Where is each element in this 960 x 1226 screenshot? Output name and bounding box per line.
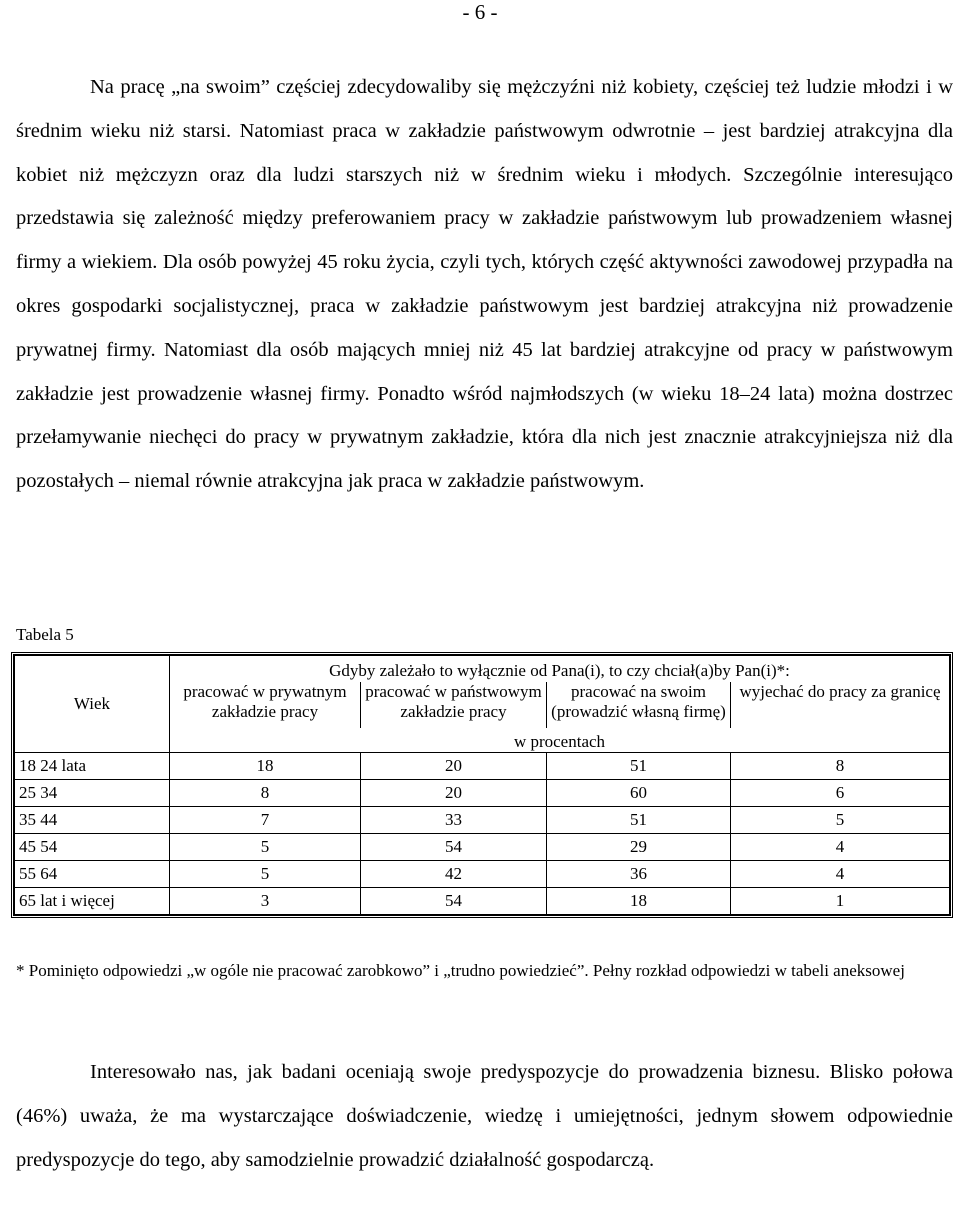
value-cell: 5 bbox=[170, 861, 361, 888]
value-cell: 7 bbox=[170, 807, 361, 834]
value-cell: 6 bbox=[731, 780, 950, 807]
table-caption: Tabela 5 bbox=[16, 625, 74, 644]
value-cell: 18 bbox=[170, 753, 361, 780]
table-row bbox=[15, 834, 950, 861]
value-cell: 51 bbox=[547, 753, 731, 780]
table-row bbox=[15, 888, 950, 915]
age-cell: 55 64 bbox=[15, 861, 170, 888]
value-cell: 18 bbox=[547, 888, 731, 915]
value-cell: 5 bbox=[170, 834, 361, 861]
table-unit: w procentach bbox=[170, 728, 950, 753]
table-question: Gdyby zależało to wyłącznie od Pana(i), to czy chciał(a)by Pan(i)*: bbox=[170, 656, 950, 683]
row-header-age: Wiek bbox=[15, 656, 170, 753]
value-cell: 8 bbox=[731, 753, 950, 780]
table-row bbox=[15, 753, 950, 780]
value-cell: 36 bbox=[547, 861, 731, 888]
body-paragraph-1: Na pracę „na swoim” częściej zdecydowaliby się mężczyźni niż kobiety, częściej też ludzie młodzi i w średnim wieku niż starsi. Natomiast praca w zakładzie państwowym odwrotnie – jest bardziej atrakcyjna dla kobiet niż mężczyzn oraz dla ludzi starszych niż w średnim wieku i młodych. Szczególnie interesująco przedstawia się zależność między preferowaniem pracy w zakładzie państwowym lub prowadzeniem własnej firmy a wiekiem. Dla osób powyżej 45 roku życia, czyli tych, których część aktywności zawodowej przypadła na okres gospodarki socjalistycznej, praca w zakładzie państwowym jest bardziej atrakcyjna niż prowadzenie prywatnej firmy. Natomiast dla osób mających mniej niż 45 lat bardziej atrakcyjne od pracy w państwowym zakładzie jest prowadzenie własnej firmy. Ponadto wśród najmłodszych (w wieku 18–24 lata) można dostrzec przełamywanie niechęci do pracy w prywatnym zakładzie, która dla nich jest znacznie atrakcyjniejsza niż dla pozostałych – niemal równie atrakcyjna jak praca w zakładzie państwowym. bbox=[16, 76, 953, 493]
value-cell: 54 bbox=[361, 834, 547, 861]
value-cell: 20 bbox=[361, 780, 547, 807]
value-cell: 8 bbox=[170, 780, 361, 807]
value-cell: 51 bbox=[547, 807, 731, 834]
column-header: wyjechać do pracy za granicę bbox=[731, 682, 950, 728]
value-cell: 5 bbox=[731, 807, 950, 834]
value-cell: 33 bbox=[361, 807, 547, 834]
value-cell: 42 bbox=[361, 861, 547, 888]
value-cell: 60 bbox=[547, 780, 731, 807]
value-cell: 54 bbox=[361, 888, 547, 915]
table-row bbox=[15, 807, 950, 834]
value-cell: 4 bbox=[731, 834, 950, 861]
body-paragraph-2: Interesowało nas, jak badani oceniają swoje predyspozycje do prowadzenia biznesu. Blisko połowa (46%) uważa, że ma wystarczające doświadczenie, wiedzę i umiejętności, jednym słowem odpowiednie predyspozycje do tego, aby samodzielnie prowadzić działalność gospodarczą. bbox=[16, 1061, 953, 1171]
value-cell: 4 bbox=[731, 861, 950, 888]
age-cell: 65 lat i więcej bbox=[15, 888, 170, 915]
value-cell: 1 bbox=[731, 888, 950, 915]
age-cell: 18 24 lata bbox=[15, 753, 170, 780]
value-cell: 3 bbox=[170, 888, 361, 915]
age-cell: 25 34 bbox=[15, 780, 170, 807]
table-row bbox=[15, 780, 950, 807]
value-cell: 29 bbox=[547, 834, 731, 861]
value-cell: 20 bbox=[361, 753, 547, 780]
age-cell: 35 44 bbox=[15, 807, 170, 834]
column-header: pracować na swoim (prowadzić własną firmę) bbox=[547, 682, 731, 728]
table-footnote: * Pominięto odpowiedzi „w ogóle nie pracować zarobkowo” i „trudno powiedzieć”. Pełny rozkład odpowiedzi w tabeli aneksowej bbox=[16, 961, 905, 980]
page-number: - 6 - bbox=[462, 0, 498, 24]
column-header: pracować w państwowym zakładzie pracy bbox=[361, 682, 547, 728]
age-cell: 45 54 bbox=[15, 834, 170, 861]
data-table bbox=[11, 652, 953, 918]
column-header: pracować w prywatnym zakładzie pracy bbox=[170, 682, 361, 728]
table-row bbox=[15, 861, 950, 888]
